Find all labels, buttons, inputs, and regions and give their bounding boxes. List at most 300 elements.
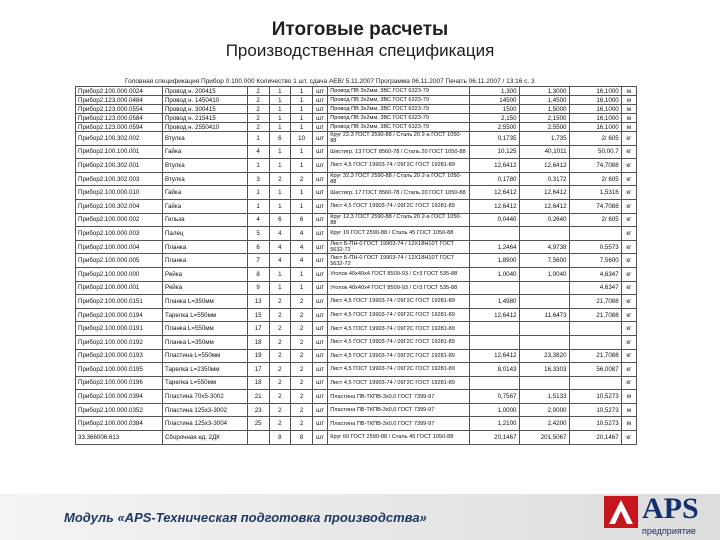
table-cell: 4,6347 <box>569 281 621 295</box>
table-row <box>76 123 637 132</box>
table-cell: 2 <box>291 295 313 309</box>
table-cell: Лист Б-ПН-0 ГОСТ 19903-74 / 12Х18Н10Т ГОСТ 5632-72 <box>328 254 469 268</box>
table-cell: 2 <box>269 335 291 349</box>
table-cell: 1500 <box>469 105 519 114</box>
table-cell: 8 <box>291 431 313 445</box>
table-cell: кг <box>621 186 636 200</box>
table-cell: 33.366006.613 <box>76 431 163 445</box>
table-cell: Лист 4,5 ГОСТ 19903-74 / 09Г2С ГОСТ 19281-89 <box>328 363 469 377</box>
table-cell: 1 <box>291 159 313 173</box>
table-cell: Прибор2.100.000.000 <box>76 267 163 281</box>
table-cell: 2/ 605 <box>569 132 621 146</box>
table-cell <box>519 376 569 390</box>
table-cell: Прибор2.100.000.0196 <box>76 376 163 390</box>
table-cell: 2 <box>269 403 291 417</box>
table-cell <box>569 335 621 349</box>
table-cell: 2,5500 <box>469 123 519 132</box>
table-cell: м <box>621 87 636 96</box>
table-cell: 21,7088 <box>569 295 621 309</box>
table-cell: Шестигр. 13 ГОСТ 8560-78 / Сталь 20 ГОСТ 1050-88 <box>328 145 469 159</box>
table-row <box>76 308 637 322</box>
table-cell: шт <box>312 431 327 445</box>
table-cell: Лист 4,5 ГОСТ 19903-74 / 09Г2С ГОСТ 19281-89 <box>328 295 469 309</box>
table-cell: Провод ПВ 3х2мм, 3ВС ГОСТ 6323-79 <box>328 96 469 105</box>
table-cell <box>519 322 569 336</box>
table-cell: 21,7088 <box>569 349 621 363</box>
table-cell: 0,3172 <box>519 172 569 186</box>
table-cell: 4,6347 <box>569 267 621 281</box>
table-row <box>76 431 637 445</box>
table-cell: Лист 4,5 ГОСТ 19903-74 / 09Г2С ГОСТ 19281-89 <box>328 159 469 173</box>
table-cell: Планка <box>162 254 247 268</box>
table-cell: 15 <box>247 308 269 322</box>
table-cell: 13 <box>247 295 269 309</box>
table-cell: Планка L=350мм <box>162 335 247 349</box>
table-cell: кг <box>621 363 636 377</box>
table-cell: 2,0000 <box>519 403 569 417</box>
table-cell: 20,1467 <box>469 431 519 445</box>
table-cell: 1 <box>269 186 291 200</box>
table-row <box>76 403 637 417</box>
table-cell: 6 <box>269 213 291 227</box>
table-row <box>76 199 637 213</box>
specification-sheet <box>75 78 637 494</box>
table-cell: 1,3000 <box>519 87 569 96</box>
table-cell: Прибор2.100.000.0193 <box>76 349 163 363</box>
table-cell: 1,2100 <box>469 417 519 431</box>
table-cell: 2 <box>247 123 269 132</box>
table-cell: кг <box>621 145 636 159</box>
table-cell: шт <box>312 199 327 213</box>
table-row <box>76 390 637 404</box>
table-cell: 1 <box>269 87 291 96</box>
table-row <box>76 335 637 349</box>
table-cell: Прибор2.100.000.004 <box>76 240 163 254</box>
table-cell: 0,1780 <box>469 172 519 186</box>
table-cell: шт <box>312 390 327 404</box>
table-cell: Провод ПВ 3х2мм, 3ВС ГОСТ 6323-79 <box>328 105 469 114</box>
table-cell: кг <box>621 199 636 213</box>
table-cell: Втулка <box>162 132 247 146</box>
table-cell: Провод н. 1450410 <box>162 96 247 105</box>
table-cell: шт <box>312 308 327 322</box>
table-cell: кг <box>621 267 636 281</box>
table-row <box>76 186 637 200</box>
table-cell: 2 <box>291 363 313 377</box>
table-cell <box>469 227 519 241</box>
table-cell: кг <box>621 281 636 295</box>
table-cell: кг <box>621 349 636 363</box>
table-cell: 1 <box>269 281 291 295</box>
table-cell: кг <box>621 295 636 309</box>
table-cell: 2 <box>269 363 291 377</box>
specification-table <box>75 86 637 445</box>
table-cell: Провод ПВ 3х2мм, 3ВС ГОСТ 6323-79 <box>328 114 469 123</box>
table-cell: Прибор2.100.000.010 <box>76 186 163 200</box>
table-cell: м <box>621 403 636 417</box>
table-cell: 1 <box>269 123 291 132</box>
table-cell: 7 <box>247 254 269 268</box>
table-cell: 2 <box>247 114 269 123</box>
table-cell: кг <box>621 335 636 349</box>
table-cell: Прибор2.100.000.0024 <box>76 87 163 96</box>
table-cell: 2 <box>269 308 291 322</box>
table-cell <box>519 335 569 349</box>
table-cell: 4 <box>291 254 313 268</box>
table-cell: 1 <box>247 132 269 146</box>
table-cell: Прибор2.100.000.0194 <box>76 308 163 322</box>
table-cell: 1 <box>269 159 291 173</box>
table-cell: 2 <box>247 87 269 96</box>
table-row <box>76 363 637 377</box>
table-cell: Гайка <box>162 186 247 200</box>
table-cell: 17 <box>247 322 269 336</box>
table-row <box>76 227 637 241</box>
table-row <box>76 254 637 268</box>
table-cell: Прибор2.100.000.001 <box>76 281 163 295</box>
table-cell: 1 <box>291 105 313 114</box>
table-cell: 1 <box>269 114 291 123</box>
table-cell: 2/ 605 <box>569 172 621 186</box>
table-cell: 10,5273 <box>569 417 621 431</box>
table-cell: 74,7088 <box>569 159 621 173</box>
logo-mark-icon <box>604 496 638 528</box>
table-cell: 25 <box>247 417 269 431</box>
table-row <box>76 159 637 173</box>
table-cell: Провод н. 300415 <box>162 105 247 114</box>
table-cell: 2 <box>291 376 313 390</box>
table-cell: 16,1000 <box>569 123 621 132</box>
table-cell: 56,0087 <box>569 363 621 377</box>
table-cell: кг <box>621 322 636 336</box>
table-cell: Пластина ПВ-ТКПВ-3х0,0 ГОСТ 7399-97 <box>328 417 469 431</box>
table-cell: 0,2640 <box>519 213 569 227</box>
aps-logo <box>604 492 714 540</box>
table-row <box>76 87 637 96</box>
table-cell: 1 <box>291 186 313 200</box>
table-cell: 1,0040 <box>469 267 519 281</box>
table-cell: 1,735 <box>519 132 569 146</box>
table-cell: 2 <box>291 403 313 417</box>
table-cell: Провод н. 200415 <box>162 87 247 96</box>
table-cell: 12,6412 <box>469 186 519 200</box>
table-cell: 74,7088 <box>569 199 621 213</box>
table-cell: 12,6412 <box>469 159 519 173</box>
table-cell: шт <box>312 281 327 295</box>
table-cell: кг <box>621 172 636 186</box>
table-cell: 2,5500 <box>519 123 569 132</box>
table-cell: шт <box>312 213 327 227</box>
table-cell <box>469 281 519 295</box>
table-cell: 18 <box>247 376 269 390</box>
table-cell: 1 <box>269 267 291 281</box>
table-cell: Тарелка L=550мм <box>162 308 247 322</box>
table-cell: шт <box>312 363 327 377</box>
table-cell: 2 <box>269 390 291 404</box>
table-cell: Рейка <box>162 267 247 281</box>
table-cell: 1 <box>247 199 269 213</box>
table-cell: 1 <box>291 267 313 281</box>
table-cell <box>469 335 519 349</box>
table-cell: 1 <box>269 105 291 114</box>
table-cell: 1 <box>269 96 291 105</box>
logo-brand: APS <box>642 492 699 525</box>
table-cell <box>519 281 569 295</box>
table-cell: Круг 12,3 ГОСТ 2590-88 / Сталь 20 2-а ГОСТ 1050-88 <box>328 213 469 227</box>
table-cell: 1 <box>291 199 313 213</box>
table-cell: 18 <box>247 335 269 349</box>
table-cell: Пластина L=550мм <box>162 349 247 363</box>
table-cell <box>569 227 621 241</box>
table-cell <box>569 322 621 336</box>
table-cell: 1,5133 <box>519 390 569 404</box>
table-cell: 6 <box>291 213 313 227</box>
table-cell <box>469 376 519 390</box>
table-cell: Провод н. 2550410 <box>162 123 247 132</box>
table-cell: кг <box>621 308 636 322</box>
table-cell: Пластина ПВ-ТКПВ-3х0,0 ГОСТ 7399-97 <box>328 390 469 404</box>
table-cell: 10,125 <box>469 145 519 159</box>
table-cell: Прибор2.100.000.0384 <box>76 417 163 431</box>
table-cell: м <box>621 123 636 132</box>
page-subtitle: Производственная спецификация <box>225 41 495 60</box>
table-row <box>76 281 637 295</box>
table-cell: Прибор2.100.000.005 <box>76 254 163 268</box>
table-cell: 2/ 605 <box>569 213 621 227</box>
table-cell: Круг 10 ГОСТ 2590-88 / Сталь 45 ГОСТ 1050-88 <box>328 227 469 241</box>
table-row <box>76 213 637 227</box>
table-cell: 2,4200 <box>519 417 569 431</box>
table-cell: 16,3303 <box>519 363 569 377</box>
table-cell: кг <box>621 240 636 254</box>
table-cell: Прибор2.100.000.0151 <box>76 295 163 309</box>
table-cell: 9 <box>247 281 269 295</box>
table-cell: 14500 <box>469 96 519 105</box>
table-cell: шт <box>312 254 327 268</box>
table-cell: 6 <box>247 240 269 254</box>
table-cell: 4,9738 <box>519 240 569 254</box>
table-row <box>76 376 637 390</box>
table-cell: 2 <box>269 172 291 186</box>
table-cell: 1,0040 <box>519 267 569 281</box>
table-cell: Гильза <box>162 213 247 227</box>
table-cell: 12,6412 <box>469 308 519 322</box>
table-row <box>76 322 637 336</box>
table-cell: шт <box>312 417 327 431</box>
table-cell: кг <box>621 213 636 227</box>
table-cell: шт <box>312 105 327 114</box>
table-cell: 2 <box>247 105 269 114</box>
table-cell: 4 <box>247 145 269 159</box>
table-cell <box>569 376 621 390</box>
table-cell: Прибор2.123.000.0554 <box>76 105 163 114</box>
table-cell: 50,00,7 <box>569 145 621 159</box>
table-cell: 4 <box>291 240 313 254</box>
table-row <box>76 240 637 254</box>
footer-text: Модуль «APS-Техническая подготовка производства» <box>64 510 427 525</box>
table-cell: Тарелка L=550мм <box>162 376 247 390</box>
table-cell: шт <box>312 335 327 349</box>
table-cell: Лист 4,5 ГОСТ 19903-74 / 09Г2С ГОСТ 19281-89 <box>328 335 469 349</box>
table-cell: Прибор2.100.302.001 <box>76 159 163 173</box>
table-cell: кг <box>621 227 636 241</box>
table-cell: кг <box>621 254 636 268</box>
table-cell: Провод н. 215415 <box>162 114 247 123</box>
table-cell: 1,2464 <box>469 240 519 254</box>
table-row <box>76 295 637 309</box>
table-cell: Лист 4,5 ГОСТ 19903-74 / 09Г2С ГОСТ 19281-89 <box>328 349 469 363</box>
table-cell: Круг 60 ГОСТ 2590-88 / Сталь 45 ГОСТ 1050-88 <box>328 431 469 445</box>
table-cell: 7,5600 <box>569 254 621 268</box>
table-cell: шт <box>312 322 327 336</box>
table-cell: 1,5316 <box>569 186 621 200</box>
table-cell: 1 <box>247 186 269 200</box>
logo-tagline: предприятие <box>642 526 696 536</box>
table-cell: 1 <box>291 87 313 96</box>
table-cell: 10 <box>291 132 313 146</box>
table-row <box>76 417 637 431</box>
table-cell: шт <box>312 123 327 132</box>
table-cell: шт <box>312 114 327 123</box>
table-cell <box>469 322 519 336</box>
table-cell: Прибор2.100.000.0192 <box>76 335 163 349</box>
table-cell: м <box>621 114 636 123</box>
table-cell: шт <box>312 295 327 309</box>
table-cell: 8 <box>269 431 291 445</box>
table-cell: Сборочная ед. 2ДК <box>162 431 247 445</box>
table-cell: 1 <box>291 145 313 159</box>
table-cell: 4 <box>269 240 291 254</box>
table-cell: Пластина 125х3-3004 <box>162 417 247 431</box>
page-title: Итоговые расчеты <box>271 19 449 40</box>
table-cell: Прибор2.123.000.0484 <box>76 96 163 105</box>
table-cell: Рейка <box>162 281 247 295</box>
table-row <box>76 132 637 146</box>
table-cell: шт <box>312 96 327 105</box>
table-cell: 1 <box>291 114 313 123</box>
table-cell: Лист 4,5 ГОСТ 19903-74 / 09Г2С ГОСТ 19281-89 <box>328 199 469 213</box>
table-cell: Прибор2.100.000.003 <box>76 227 163 241</box>
table-cell: 10,5273 <box>569 403 621 417</box>
table-cell: шт <box>312 159 327 173</box>
table-cell: 23 <box>247 403 269 417</box>
table-cell: 4 <box>269 227 291 241</box>
table-cell: 1 <box>269 199 291 213</box>
table-cell: Лист 4,5 ГОСТ 19903-74 / 09Г2С ГОСТ 19281-89 <box>328 308 469 322</box>
table-cell: Пластина 70х5-3002 <box>162 390 247 404</box>
table-cell: шт <box>312 349 327 363</box>
table-cell: 40,1011 <box>519 145 569 159</box>
table-cell <box>519 295 569 309</box>
table-cell: 20,1467 <box>569 431 621 445</box>
table-cell: 2 <box>291 335 313 349</box>
table-cell: Прибор2.100.000.0394 <box>76 390 163 404</box>
table-cell: Пластина 125х3-3002 <box>162 403 247 417</box>
table-cell: Тарелка L=2350мм <box>162 363 247 377</box>
table-cell: Втулка <box>162 159 247 173</box>
table-cell: Круг 22.3 ГОСТ 2590-88 / Сталь 20 2-а ГОСТ 1050-88 <box>328 132 469 146</box>
table-cell: шт <box>312 267 327 281</box>
table-cell: м <box>621 96 636 105</box>
table-cell: 1 <box>269 145 291 159</box>
table-cell: Гайка <box>162 199 247 213</box>
table-cell: Уголок 40х40х4 ГОСТ 8509-93 / Ст3 ГОСТ 535-88 <box>328 281 469 295</box>
table-cell: 6 <box>269 132 291 146</box>
table-cell: Прибор2.123.000.0594 <box>76 123 163 132</box>
table-cell: Лист Б-ПН-0 ГОСТ 19903-74 / 12Х18Н10Т ГОСТ 5632-72 <box>328 240 469 254</box>
table-cell: 1,300 <box>469 87 519 96</box>
table-cell: Прибор2.100.302.003 <box>76 172 163 186</box>
table-cell: 0,0440 <box>469 213 519 227</box>
table-cell: Планка <box>162 240 247 254</box>
table-cell: Прибор2.100.000.0352 <box>76 403 163 417</box>
table-cell: Прибор2.100.000.0195 <box>76 363 163 377</box>
table-cell: 12,6412 <box>469 349 519 363</box>
table-row <box>76 349 637 363</box>
table-cell: 2 <box>291 308 313 322</box>
table-cell: шт <box>312 87 327 96</box>
table-cell: 16,1000 <box>569 96 621 105</box>
table-cell: Провод ПВ 3х2мм, 3ВС ГОСТ 6323-79 <box>328 87 469 96</box>
table-cell: 1,4500 <box>519 96 569 105</box>
table-cell: 2 <box>291 390 313 404</box>
table-cell: 23,3820 <box>519 349 569 363</box>
table-cell: 1 <box>291 96 313 105</box>
table-row <box>76 172 637 186</box>
table-cell: 19 <box>247 349 269 363</box>
table-cell: 0,5573 <box>569 240 621 254</box>
table-cell: 16,1000 <box>569 114 621 123</box>
table-cell: 0,7567 <box>469 390 519 404</box>
table-cell: Прибор2.100.000.0191 <box>76 322 163 336</box>
table-cell: 12,6412 <box>519 159 569 173</box>
table-cell: 17 <box>247 363 269 377</box>
table-cell: Провод ПВ 3х2мм, 3ВС ГОСТ 6323-79 <box>328 123 469 132</box>
table-cell: 10,5273 <box>569 390 621 404</box>
table-cell: 2 <box>269 349 291 363</box>
table-cell: 16,1000 <box>569 87 621 96</box>
table-cell <box>247 431 269 445</box>
table-cell: 1,8900 <box>469 254 519 268</box>
table-cell: Втулка <box>162 172 247 186</box>
table-cell: кг <box>621 431 636 445</box>
table-cell: 2 <box>269 417 291 431</box>
table-cell: Уголок 40х40х4 ГОСТ 8509-93 / Ст3 ГОСТ 535-88 <box>328 267 469 281</box>
table-cell: кг <box>621 376 636 390</box>
table-cell: Круг 32,3 ГОСТ 2590-88 / Сталь 20 2-а ГОСТ 1050-88 <box>328 172 469 186</box>
table-row <box>76 114 637 123</box>
table-cell: Планка L=350мм <box>162 295 247 309</box>
table-cell: шт <box>312 132 327 146</box>
table-cell: Шестигр. 17 ГОСТ 8560-78 / Сталь 20 ГОСТ 1050-88 <box>328 186 469 200</box>
table-cell: шт <box>312 145 327 159</box>
table-cell: 2 <box>291 417 313 431</box>
table-cell: Лист 4,5 ГОСТ 19903-74 / 09Г2С ГОСТ 19281-89 <box>328 322 469 336</box>
table-cell: кг <box>621 159 636 173</box>
table-cell: 3 <box>247 172 269 186</box>
table-cell: Пластина ПВ-ТКПВ-3х0,0 ГОСТ 7399-97 <box>328 403 469 417</box>
table-cell: 1,4980 <box>469 295 519 309</box>
table-cell: 5 <box>247 227 269 241</box>
table-cell: 4 <box>269 254 291 268</box>
table-cell: 2 <box>291 349 313 363</box>
table-cell: шт <box>312 172 327 186</box>
table-cell: 16,1000 <box>569 105 621 114</box>
table-cell: шт <box>312 240 327 254</box>
table-cell: шт <box>312 186 327 200</box>
sheet-caption: Головная спецификация Прибор 0.100.000 Количество 1 шт. сдача АЕВ/ 5.11.2007 Программа 06.11.2007 Печать 06.11.2007 / 13:16 с. 3 <box>125 78 535 85</box>
table-cell: м <box>621 390 636 404</box>
